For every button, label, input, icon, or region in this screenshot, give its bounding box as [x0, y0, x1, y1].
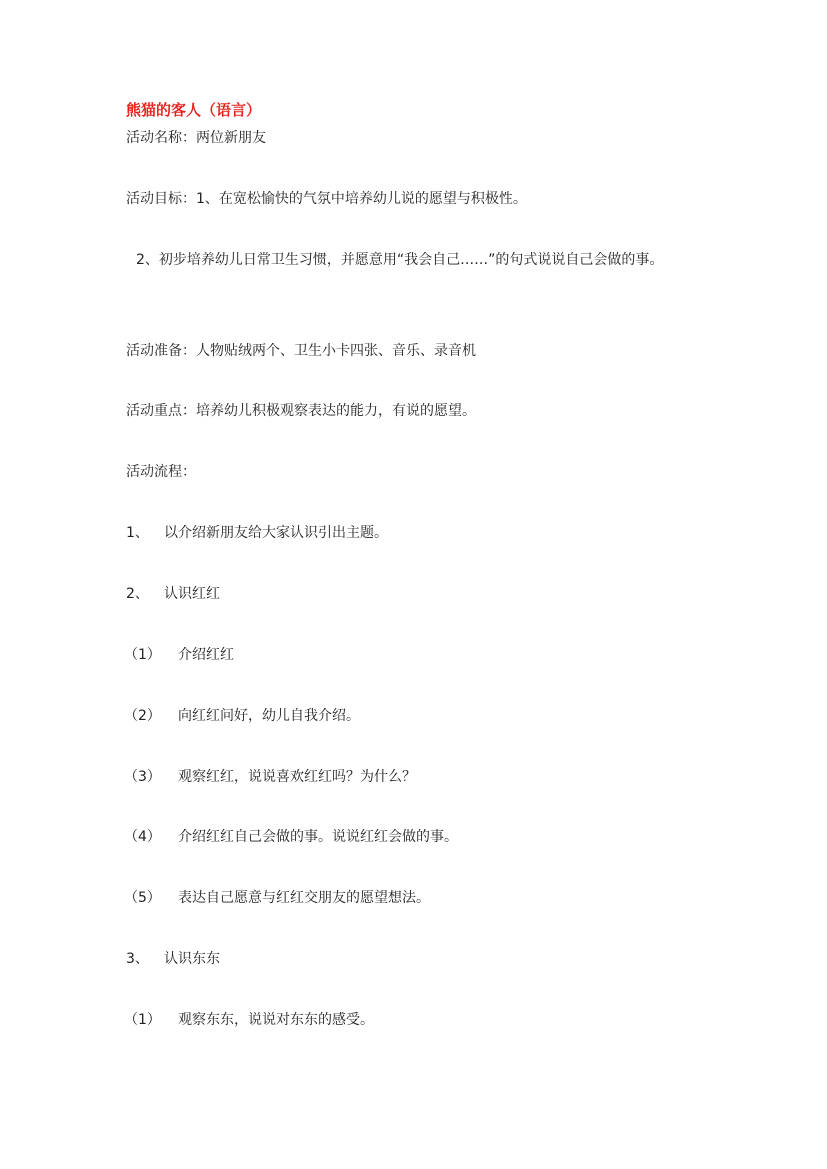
substep-text: 介绍红红自己会做的事。说说红红会做的事。 — [178, 829, 458, 845]
substep-text: 观察红红，说说喜欢红红吗？为什么？ — [178, 769, 416, 785]
activity-goal-2: 2、初步培养幼儿日常卫生习惯，并愿意用“我会自己……”的句式说说自己会做的事。 — [136, 252, 664, 268]
process-substep — [124, 706, 360, 726]
substep-number: （3） — [124, 769, 161, 785]
process-substep — [124, 827, 458, 847]
substep-number: （4） — [124, 829, 161, 845]
step-number: 1、 — [126, 525, 149, 541]
activity-focus: 活动重点：培养幼儿积极观察表达的能力，有说的愿望。 — [126, 403, 476, 419]
step-number: 2、 — [126, 586, 149, 602]
step-number: 3、 — [126, 951, 149, 967]
substep-text: 表达自己愿意与红红交朋友的愿望想法。 — [178, 890, 430, 906]
step-text: 以介绍新朋友给大家认识引出主题。 — [164, 525, 388, 541]
activity-process-label: 活动流程： — [126, 464, 196, 480]
substep-text: 介绍红红 — [178, 647, 234, 663]
substep-text: 向红红问好，幼儿自我介绍。 — [178, 708, 360, 724]
process-substep — [124, 888, 430, 908]
process-step — [126, 949, 220, 969]
process-substep — [124, 767, 416, 787]
activity-goal-1: 活动目标：1、在宽松愉快的气氛中培养幼儿说的愿望与积极性。 — [126, 191, 527, 207]
substep-text: 观察东东，说说对东东的感受。 — [178, 1012, 374, 1028]
process-step — [126, 584, 220, 604]
substep-number: （1） — [124, 1012, 161, 1028]
process-step — [126, 523, 388, 543]
process-substep — [124, 1010, 374, 1030]
substep-number: （1） — [124, 647, 161, 663]
substep-number: （2） — [124, 708, 161, 724]
step-text: 认识东东 — [164, 951, 220, 967]
substep-number: （5） — [124, 890, 161, 906]
activity-preparation: 活动准备：人物贴绒两个、卫生小卡四张、音乐、录音机 — [126, 343, 476, 359]
step-text: 认识红红 — [164, 586, 220, 602]
activity-name: 活动名称：两位新朋友 — [126, 130, 266, 146]
document-title: 熊猫的客人（语言） — [126, 101, 262, 119]
process-substep — [124, 645, 234, 665]
